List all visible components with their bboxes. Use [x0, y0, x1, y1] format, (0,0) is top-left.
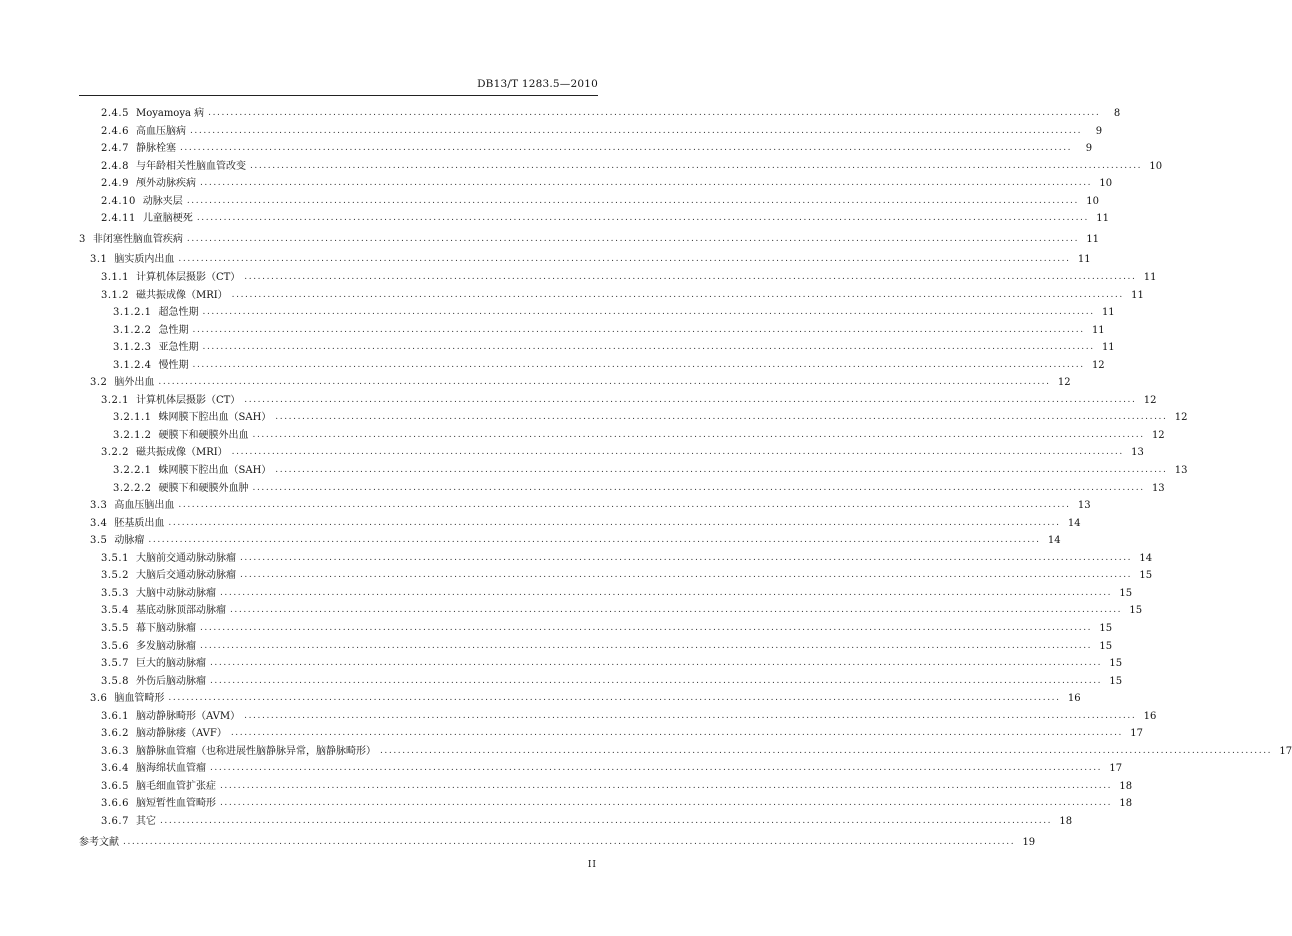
toc-entry-page: 12	[1151, 429, 1165, 441]
toc-entry-number: 3.2.2	[101, 447, 129, 459]
toc-leader-dots: ........................................................................................................................................................................................................	[186, 195, 1079, 206]
toc-entry-number: 3.6.7	[101, 816, 129, 827]
toc-entry-page: 10	[1086, 195, 1099, 207]
toc-entry-title	[101, 567, 240, 584]
toc-entry[interactable]	[113, 304, 1115, 321]
toc-leader-dots: ........................................................................................................................................................................................................	[239, 552, 1133, 563]
toc-entry-number: 3.2	[90, 377, 108, 389]
toc-entry-number: 3.1.2.1	[113, 307, 152, 319]
toc-leader-dots: ........................................................................................................................................................................................................	[229, 605, 1123, 616]
toc-leader-dots: ........................................................................................................................................................................................................	[158, 377, 1051, 388]
toc-entry-number: 3.1.1	[101, 271, 129, 283]
toc-entry-title	[90, 497, 178, 514]
toc-entry-label: 动脉夹层	[142, 195, 183, 207]
toc-leader-dots: ........................................................................................................................................................................................................	[219, 780, 1113, 791]
toc-entry-title	[113, 462, 275, 479]
toc-entry-title	[79, 834, 123, 851]
toc-entry-number: 3.5.1	[101, 552, 129, 564]
toc-entry-number: 3.6.4	[101, 763, 129, 775]
toc-entry[interactable]	[101, 123, 1103, 140]
toc-entry-label: 颅外动脉疾病	[135, 178, 196, 190]
toc-entry-title	[113, 322, 193, 339]
toc-entry-page: 15	[1099, 640, 1113, 652]
toc-entry[interactable]	[101, 140, 1093, 157]
toc-entry[interactable]	[90, 532, 1061, 549]
toc-entry-title	[101, 620, 200, 637]
toc-entry-label: 非闭塞性脑血管疾病	[92, 233, 183, 245]
toc-entry-number: 3.5.4	[101, 605, 129, 617]
toc-leader-dots: ........................................................................................................................................................................................................	[275, 465, 1168, 475]
toc-entry-label: 参考文献	[79, 836, 119, 848]
toc-entry-title	[101, 550, 240, 567]
toc-entry[interactable]	[113, 480, 1165, 497]
toc-entry-label: 基底动脉顶部动脉瘤	[135, 605, 226, 617]
toc-entry-title	[101, 760, 210, 777]
toc-leader-dots: ........................................................................................................................................................................................................	[231, 447, 1124, 458]
toc-entry-title	[101, 444, 232, 461]
toc-entry-title	[113, 304, 203, 321]
toc-entry-page: 12	[1091, 359, 1105, 371]
toc-entry-label: 磁共振成像（MRI）	[135, 289, 228, 301]
toc-entry-title	[90, 690, 168, 707]
toc-entry[interactable]	[101, 158, 1163, 175]
toc-entry-page: 15	[1109, 675, 1123, 687]
toc-leader-dots: ........................................................................................................................................................................................................	[244, 271, 1137, 282]
toc-entry-title	[101, 813, 160, 830]
toc-entry-title	[101, 105, 208, 122]
toc-leader-dots: ........................................................................................................................................................................................................	[249, 160, 1143, 171]
toc-entry-label: 动脉瘤	[114, 535, 145, 547]
toc-entry[interactable]	[101, 778, 1133, 795]
toc-entry-number: 3.4	[90, 517, 108, 529]
toc-entry-label: 多发脑动脉瘤	[135, 640, 196, 652]
toc-entry-title	[113, 409, 275, 426]
toc-entry-page: 11	[1101, 342, 1115, 354]
toc-entry-page: 11	[1086, 233, 1100, 245]
document-id-header: DB13/T 1283.5—2010	[477, 78, 598, 90]
toc-entry-number: 2.4.9	[101, 178, 129, 190]
toc-entry-page: 17	[1109, 763, 1123, 775]
toc-entry-title	[101, 725, 231, 742]
toc-entry-title	[90, 251, 178, 268]
toc-leader-dots: ........................................................................................................................................................................................................	[239, 570, 1133, 581]
toc-entry[interactable]	[101, 105, 1121, 122]
toc-entry[interactable]	[90, 374, 1071, 391]
toc-entry-number: 3.5.3	[101, 587, 129, 599]
toc-entry[interactable]	[101, 708, 1157, 725]
toc-leader-dots: ........................................................................................................................................................................................................	[199, 640, 1093, 651]
toc-entry-title	[113, 480, 253, 497]
toc-entry-label: 计算机体层摄影（CT）	[135, 271, 241, 283]
toc-entry[interactable]	[101, 760, 1123, 777]
toc-entry-page: 15	[1109, 658, 1123, 670]
toc-entry-page: 11	[1131, 289, 1144, 301]
toc-entry-number: 3.6.1	[101, 710, 129, 722]
toc-entry-title	[101, 585, 220, 602]
toc-entry-page: 18	[1059, 816, 1073, 827]
toc-leader-dots: ........................................................................................................................................................................................................	[202, 342, 1095, 353]
toc-entry-number: 3.2.1	[101, 394, 129, 406]
toc-entry[interactable]	[79, 231, 1100, 248]
toc-leader-dots: ........................................................................................................................................................................................................	[379, 745, 1273, 756]
toc-entry-title	[101, 392, 244, 409]
toc-entry-number: 3.5.7	[101, 658, 129, 670]
toc-entry[interactable]	[113, 462, 1188, 479]
toc-entry-title	[113, 427, 253, 444]
toc-entry-page: 19	[1022, 836, 1036, 848]
toc-leader-dots: ........................................................................................................................................................................................................	[179, 143, 1073, 154]
toc-entry[interactable]	[101, 795, 1133, 812]
toc-entry-label: 高血压脑出血	[114, 500, 175, 512]
toc-entry-page: 10	[1149, 160, 1163, 172]
toc-entry-title	[79, 231, 187, 248]
toc-entry-label: Moyamoya 病	[135, 108, 205, 119]
toc-leader-dots: ........................................................................................................................................................................................................	[192, 359, 1085, 370]
toc-entry-page: 9	[1085, 143, 1093, 155]
toc-entry-title	[113, 339, 203, 356]
toc-entry-number: 3.3	[90, 500, 108, 512]
toc-entry[interactable]	[101, 193, 1099, 210]
toc-entry[interactable]	[101, 620, 1113, 637]
toc-entry-number: 2.4.6	[101, 125, 129, 137]
toc-leader-dots: ........................................................................................................................................................................................................	[192, 324, 1085, 335]
toc-entry-label: 硬膜下和硬膜外出血	[158, 429, 249, 441]
toc-entry-number: 2.4.11	[101, 213, 136, 225]
toc-entry-title	[101, 123, 190, 140]
toc-entry-page: 12	[1174, 412, 1188, 424]
toc-entry-label: 磁共振成像（MRI）	[135, 447, 228, 459]
toc-entry-label: 脑血管畸形	[114, 693, 165, 705]
toc-entry[interactable]	[113, 409, 1188, 426]
toc-entry-number: 3.6	[90, 693, 108, 705]
toc-entry-label: 脑短暂性血管畸形	[135, 798, 216, 810]
toc-entry[interactable]	[101, 567, 1153, 584]
toc-entry-page: 11	[1096, 213, 1109, 225]
page-number-footer: II	[587, 860, 597, 870]
toc-entry-number: 2.4.5	[101, 108, 129, 119]
toc-entry-title	[101, 655, 210, 672]
toc-leader-dots: ........................................................................................................................................................................................................	[189, 125, 1083, 136]
toc-entry-title	[113, 357, 193, 374]
toc-leader-dots: ........................................................................................................................................................................................................	[231, 289, 1124, 300]
toc-entry[interactable]	[90, 690, 1081, 707]
toc-entry-number: 3.1.2.2	[113, 324, 152, 336]
toc-leader-dots: ........................................................................................................................................................................................................	[178, 500, 1071, 511]
toc-entry-title	[101, 193, 187, 210]
toc-entry[interactable]	[113, 427, 1165, 444]
toc-leader-dots: ........................................................................................................................................................................................................	[168, 693, 1061, 704]
toc-leader-dots: ........................................................................................................................................................................................................	[219, 587, 1113, 598]
toc-entry-page: 12	[1057, 377, 1071, 389]
toc-leader-dots: ........................................................................................................................................................................................................	[244, 710, 1137, 721]
toc-entry-label: 急性期	[158, 324, 189, 336]
toc-entry[interactable]	[101, 550, 1153, 567]
toc-entry-title	[101, 708, 244, 725]
toc-entry[interactable]	[101, 725, 1144, 742]
toc-entry-number: 2.4.8	[101, 160, 129, 172]
toc-leader-dots: ........................................................................................................................................................................................................	[244, 394, 1137, 405]
toc-entry[interactable]	[113, 357, 1105, 374]
toc-entry[interactable]	[101, 813, 1073, 830]
toc-entry-label: 慢性期	[158, 359, 189, 371]
toc-entry-title	[101, 778, 220, 795]
toc-entry-label: 巨大的脑动脉瘤	[135, 658, 206, 670]
toc-entry-page: 15	[1139, 570, 1153, 582]
toc-entry-label: 幕下脑动脉瘤	[135, 622, 196, 634]
toc-entry-page: 11	[1101, 307, 1115, 319]
toc-entry-title	[101, 743, 380, 760]
toc-entry-number: 3.6.3	[101, 745, 129, 757]
toc-entry-title	[101, 638, 200, 655]
toc-entry-number: 3.6.2	[101, 728, 129, 740]
toc-entry-label: 脑毛细血管扩张症	[135, 780, 216, 792]
toc-entry-page: 13	[1077, 500, 1091, 512]
toc-entry-title	[90, 374, 158, 391]
toc-leader-dots: ........................................................................................................................................................................................................	[275, 412, 1168, 423]
toc-entry[interactable]	[90, 515, 1081, 532]
toc-entry-page: 16	[1067, 693, 1081, 705]
toc-entry-label: 静脉栓塞	[135, 143, 176, 155]
toc-entry-label: 儿童脑梗死	[142, 213, 193, 225]
toc-entry-title	[101, 210, 197, 227]
toc-entry-page: 11	[1077, 254, 1091, 266]
toc-entry-label: 高血压脑病	[135, 125, 186, 137]
toc-leader-dots: ........................................................................................................................................................................................................	[252, 429, 1145, 440]
toc-entry-label: 脑动静脉瘘（AVF）	[135, 728, 227, 740]
toc-entry-number: 3.2.2.2	[113, 482, 152, 494]
toc-leader-dots: ........................................................................................................................................................................................................	[178, 254, 1071, 265]
toc-entry-page: 15	[1119, 587, 1133, 599]
toc-leader-dots: ........................................................................................................................................................................................................	[209, 658, 1103, 669]
toc-entry-title	[101, 269, 244, 286]
toc-entry[interactable]	[101, 673, 1123, 690]
toc-entry-label: 胚基质出血	[114, 517, 165, 529]
toc-leader-dots: ........................................................................................................................................................................................................	[159, 816, 1053, 826]
toc-entry-page: 13	[1131, 447, 1144, 459]
toc-entry-label: 脑静脉血管瘤（也称进展性脑静脉异常，脑静脉畸形）	[135, 745, 376, 757]
toc-entry-page: 14	[1047, 535, 1061, 547]
toc-entry-label: 脑海绵状血管瘤	[135, 763, 206, 775]
toc-entry[interactable]	[101, 743, 1292, 760]
toc-entry-title	[101, 602, 230, 619]
toc-entry-number: 3.2.2.1	[113, 465, 152, 476]
toc-entry-label: 脑实质内出血	[114, 254, 175, 266]
toc-entry-label: 脑动静脉畸形（AVM）	[135, 710, 241, 722]
toc-entry-page: 13	[1174, 465, 1188, 476]
toc-entry[interactable]	[101, 444, 1144, 461]
toc-entry[interactable]	[101, 585, 1133, 602]
toc-leader-dots: ........................................................................................................................................................................................................	[168, 517, 1061, 528]
toc-entry[interactable]	[101, 210, 1109, 227]
toc-entry-title	[101, 795, 220, 812]
toc-leader-dots: ........................................................................................................................................................................................................	[209, 675, 1103, 686]
toc-leader-dots: ........................................................................................................................................................................................................	[123, 836, 1016, 847]
toc-entry-number: 3.5.8	[101, 675, 129, 687]
toc-entry-page: 11	[1091, 324, 1105, 336]
toc-entry-label: 蛛网膜下腔出血（SAH）	[158, 465, 272, 476]
toc-entry-number: 3.2.1.2	[113, 429, 152, 441]
toc-entry[interactable]	[101, 392, 1157, 409]
toc-entry-page: 9	[1095, 125, 1103, 137]
toc-entry[interactable]	[113, 322, 1105, 339]
toc-entry-label: 大脑中动脉动脉瘤	[135, 587, 216, 599]
toc-entry-number: 3.5	[90, 535, 108, 547]
toc-leader-dots: ........................................................................................................................................................................................................	[209, 763, 1103, 774]
toc-entry[interactable]	[101, 175, 1113, 192]
toc-entry[interactable]	[101, 655, 1123, 672]
toc-entry-number: 3.5.2	[101, 570, 129, 582]
toc-entry-number: 3.1	[90, 254, 108, 266]
toc-entry-label: 大脑前交通动脉动脉瘤	[135, 552, 236, 564]
toc-entry-page: 11	[1143, 271, 1157, 283]
toc-leader-dots: ........................................................................................................................................................................................................	[219, 798, 1113, 809]
toc-entry[interactable]	[101, 287, 1144, 304]
toc-entry[interactable]	[101, 638, 1113, 655]
toc-entry-label: 超急性期	[158, 307, 199, 319]
toc-entry-page: 17	[1279, 745, 1292, 757]
toc-entry-label: 硬膜下和硬膜外血肿	[158, 482, 249, 494]
toc-entry-number: 3.5.5	[101, 622, 129, 634]
toc-entry-page: 12	[1143, 394, 1157, 406]
toc-entry-label: 亚急性期	[158, 342, 199, 354]
toc-entry-label: 与年龄相关性脑血管改变	[135, 160, 246, 172]
toc-entry-label: 脑外出血	[114, 377, 155, 389]
toc-entry-number: 3.6.6	[101, 798, 129, 810]
toc-entry-title	[101, 175, 200, 192]
toc-entry-number: 3.2.1.1	[113, 412, 152, 424]
toc-entry-label: 大脑后交通动脉动脉瘤	[135, 570, 236, 582]
toc-entry[interactable]	[101, 602, 1143, 619]
toc-entry-title	[90, 532, 148, 549]
toc-entry-page: 16	[1143, 710, 1157, 722]
toc-entry-page: 8	[1113, 108, 1121, 119]
toc-entry[interactable]	[90, 497, 1091, 514]
toc-entry-page: 13	[1151, 482, 1165, 494]
header-rule	[79, 95, 598, 96]
toc-entry-title	[101, 158, 250, 175]
toc-entry[interactable]	[113, 339, 1115, 356]
toc-entry-number: 3.1.2.4	[113, 359, 152, 371]
toc-entry-page: 14	[1067, 517, 1081, 529]
toc-entry-number: 2.4.7	[101, 143, 129, 155]
toc-leader-dots: ........................................................................................................................................................................................................	[199, 178, 1093, 189]
toc-entry-title	[90, 515, 168, 532]
toc-entry[interactable]	[101, 269, 1157, 286]
toc-entry-page: 18	[1119, 780, 1133, 792]
toc-leader-dots: ........................................................................................................................................................................................................	[199, 622, 1093, 633]
toc-entry-number: 2.4.10	[101, 195, 136, 207]
toc-leader-dots: ........................................................................................................................................................................................................	[196, 213, 1089, 224]
toc-entry-label: 其它	[135, 816, 156, 827]
toc-entry-number: 3.1.2.3	[113, 342, 152, 354]
toc-entry[interactable]	[90, 251, 1091, 268]
toc-entry-title	[101, 287, 232, 304]
toc-entry-page: 15	[1129, 605, 1143, 617]
toc-entry-label: 蛛网膜下腔出血（SAH）	[158, 412, 272, 424]
toc-entry-page: 10	[1099, 178, 1113, 190]
toc-entry-page: 14	[1139, 552, 1153, 564]
toc-leader-dots: ........................................................................................................................................................................................................	[202, 307, 1095, 318]
toc-entry-title	[101, 140, 180, 157]
toc-entry[interactable]	[79, 834, 1036, 851]
toc-entry-label: 计算机体层摄影（CT）	[135, 394, 241, 406]
toc-entry-label: 外伤后脑动脉瘤	[135, 675, 206, 687]
toc-entry-number: 3	[79, 233, 86, 245]
toc-entry-number: 3.6.5	[101, 780, 129, 792]
toc-entry-page: 15	[1099, 622, 1113, 634]
toc-leader-dots: ........................................................................................................................................................................................................	[230, 728, 1124, 739]
toc-entry-title	[101, 673, 210, 690]
toc-leader-dots: ........................................................................................................................................................................................................	[252, 482, 1145, 493]
toc-leader-dots: ........................................................................................................................................................................................................	[148, 535, 1041, 546]
toc-entry-number: 3.5.6	[101, 640, 129, 652]
toc-leader-dots: ........................................................................................................................................................................................................	[186, 233, 1080, 244]
toc-leader-dots: ........................................................................................................................................................................................................	[208, 108, 1101, 118]
toc-entry-page: 17	[1130, 728, 1144, 740]
toc-entry-number: 3.1.2	[101, 289, 129, 301]
toc-entry-page: 18	[1119, 798, 1133, 810]
